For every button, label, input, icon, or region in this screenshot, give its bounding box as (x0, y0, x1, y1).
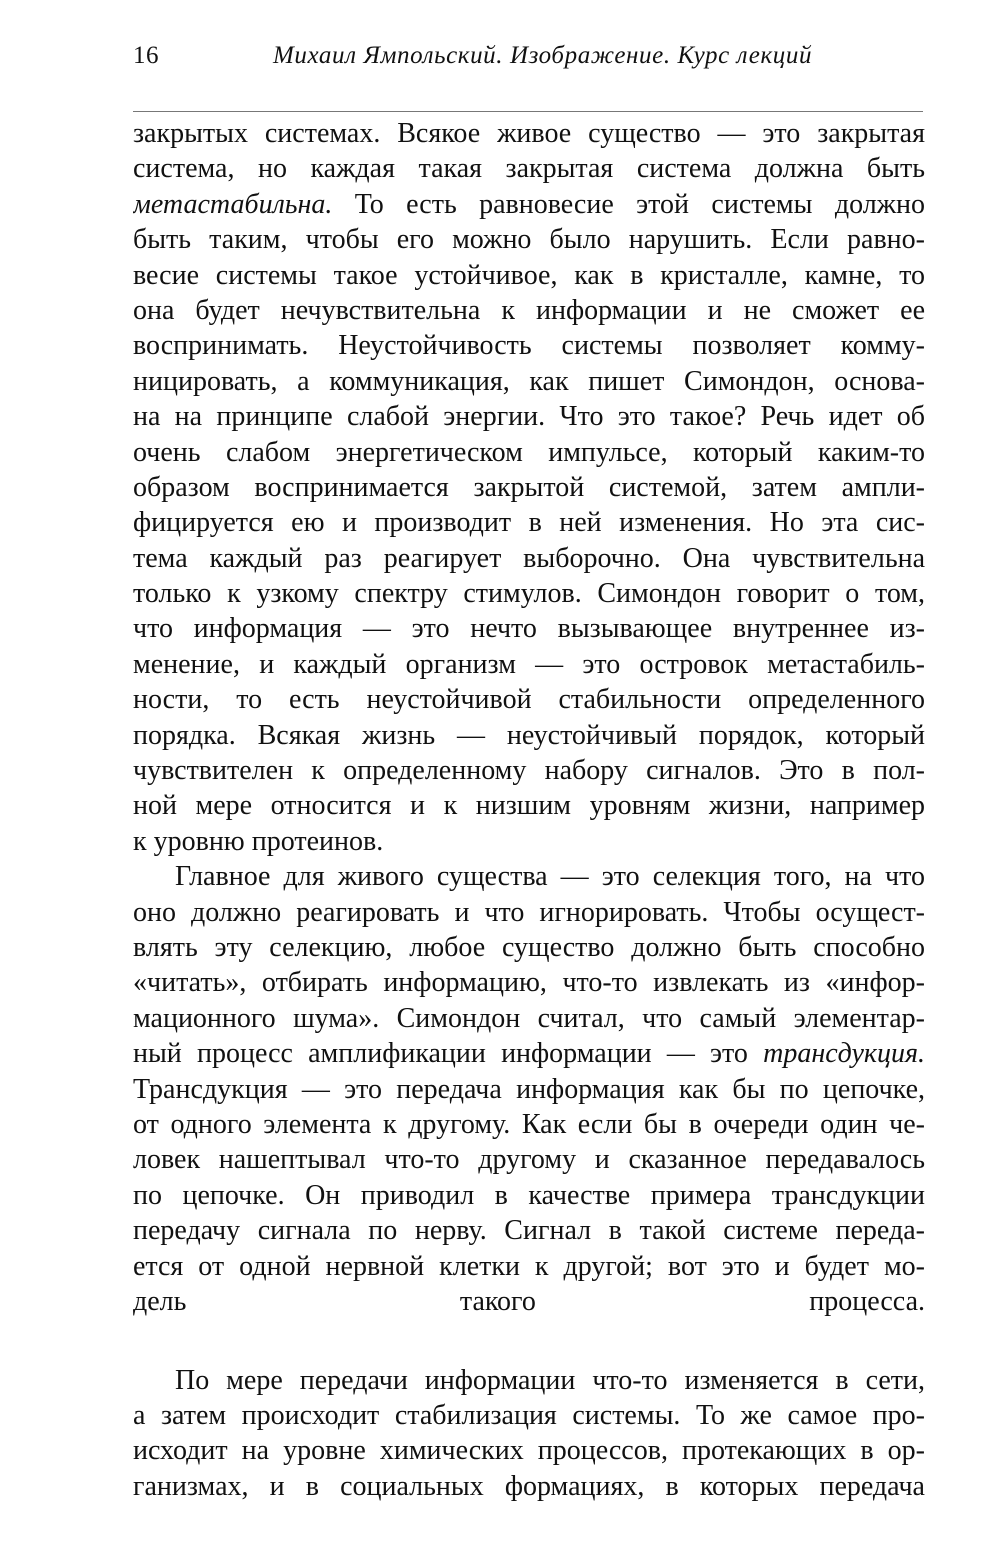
text-line: «читать», отбирать информацию, что-то извлекать из «инфор- (133, 967, 925, 999)
text-line (133, 1036, 925, 1071)
text-line: ности, то есть неустойчивой стабильности определенного (133, 684, 925, 716)
text-line: воспринимать. Неустойчивость системы позволяет комму- (133, 330, 925, 362)
running-title: Михаил Ямпольский. Изображение. Курс лекций (273, 42, 813, 69)
text-line: дель такого процесса. (133, 1285, 925, 1317)
text-line: ганизмах, и в социальных формациях, в которых передача (133, 1470, 925, 1502)
text-line: система, но каждая такая закрытая система должна быть (133, 153, 925, 185)
text-line: фицируется ею и производит в ней изменения. Но эта сис- (133, 507, 925, 539)
text-line: только к узкому спектру стимулов. Симондон говорит о том, (133, 578, 925, 610)
text-line: очень слабом энергетическом импульсе, который каким-то (133, 436, 925, 468)
text-line (133, 1319, 925, 1354)
text-line: По мере передачи информации что-то изменяется в сети, (175, 1364, 925, 1396)
text-line: Трансдукция — это передача информация как бы по цепочке, (133, 1073, 925, 1105)
text-line: от одного элемента к другому. Как если бы в очереди один че- (133, 1108, 925, 1140)
text-line: а затем происходит стабилизация системы. То же самое про- (133, 1400, 925, 1432)
text-line: тема каждый раз реагирует выборочно. Она чувствительна (133, 542, 925, 574)
text-line: весие системы такое устойчивое, как в кристалле, камне, то (133, 259, 925, 291)
text-line: менение, и каждый организм — это островок метастабиль- (133, 648, 925, 680)
page-header (133, 40, 923, 78)
text-line: закрытых системах. Всякое живое существо — это закрытая (133, 118, 925, 149)
text-line: исходит на уровне химических процессов, протекающих в ор- (133, 1435, 925, 1467)
paragraph-3 (133, 1363, 925, 1505)
header-divider (133, 111, 923, 112)
emphasis-term: трансдукция. (763, 1038, 925, 1070)
text-line: на на принципе слабой энергии. Что это такое? Речь идет об (133, 401, 925, 433)
text-line: порядка. Всякая жизнь — неустойчивый порядок, который (133, 719, 925, 751)
body-text (133, 116, 925, 1504)
emphasis-term: метастабильна. (133, 188, 333, 220)
text-fragment: ный процесс амплификации информации — это (133, 1038, 764, 1070)
text-line: что информация — это нечто вызывающее внутреннее из- (133, 613, 925, 645)
text-line: чувствителен к определенному набору сигналов. Это в пол- (133, 755, 925, 787)
text-line: ницировать, а коммуникация, как пишет Симондон, основа- (133, 365, 925, 397)
text-line: она будет нечувствительна к информации и не сможет ее (133, 294, 925, 326)
text-line: ной мере относится и к низшим уровням жизни, например (133, 790, 925, 822)
page-number: 16 (133, 42, 159, 69)
text-line: по цепочке. Он приводил в качестве примера трансдукции (133, 1179, 925, 1211)
text-line: мационного шума». Симондон считал, что самый элементар- (133, 1002, 925, 1034)
paragraph-2 (133, 859, 925, 1354)
text-line: Главное для живого существа — это селекция того, на что (175, 861, 925, 893)
text-fragment: То есть равновесие этой системы должно (332, 188, 925, 220)
text-line: быть таким, чтобы его можно было нарушить. Если равно- (133, 224, 925, 256)
text-line: ловек нашептывал что-то другому и сказанное передавалось (133, 1144, 925, 1176)
text-line: передачу сигнала по нерву. Сигнал в такой системе переда- (133, 1215, 925, 1247)
paragraph-1 (133, 116, 925, 859)
text-line: влять эту селекцию, любое существо должно быть способно (133, 931, 925, 963)
text-line: образом воспринимается закрытой системой, затем ампли- (133, 471, 925, 503)
text-line: ется от одной нервной клетки к другой; вот это и будет мо- (133, 1250, 925, 1282)
text-line (133, 187, 925, 222)
text-line: к уровню протеинов. (133, 825, 384, 857)
text-line: оно должно реагировать и что игнорировать. Чтобы осущест- (133, 896, 925, 928)
